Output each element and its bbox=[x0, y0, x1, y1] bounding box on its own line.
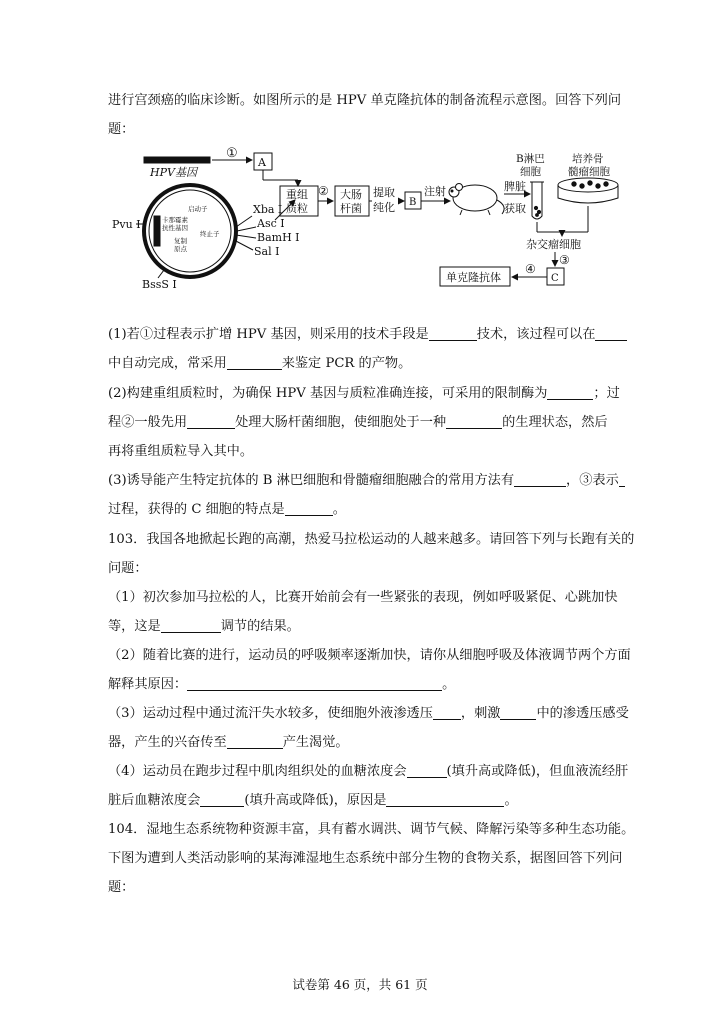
bsss-label: BssS I bbox=[142, 278, 177, 291]
myeloma-label-2: 髓瘤细胞 bbox=[568, 166, 610, 178]
extract-label-2: 纯化 bbox=[373, 201, 395, 214]
step4-marker: ④ bbox=[525, 262, 536, 276]
q102-text: ， bbox=[566, 473, 580, 488]
q103-text: (填升高或降低)，原因是 bbox=[244, 793, 387, 808]
q102-text: (2)构建重组质粒时，为确保 HPV 基因与质粒准确连接，可采用的限制酶为 bbox=[108, 386, 548, 401]
inject-label: 注射 bbox=[424, 185, 446, 198]
answer-blank[interactable] bbox=[227, 355, 282, 370]
mouse-icon bbox=[449, 184, 504, 216]
step-ref: ① bbox=[139, 327, 154, 342]
q102-line-3 bbox=[108, 385, 620, 403]
hybridoma-label: 杂交瘤细胞 bbox=[526, 238, 581, 251]
xba-label: Xba I bbox=[253, 203, 283, 216]
answer-blank[interactable] bbox=[619, 472, 625, 487]
q103-text: 解释其原因： bbox=[108, 677, 188, 692]
q103-text: 等，这是 bbox=[108, 619, 161, 634]
answer-blank[interactable] bbox=[200, 792, 244, 807]
hpv-gene-bar bbox=[144, 157, 210, 163]
answer-blank[interactable] bbox=[187, 414, 235, 429]
q102-line-2 bbox=[108, 355, 411, 373]
q102-line-4 bbox=[108, 414, 608, 432]
q102-text: 技术，该过程可以在 bbox=[476, 327, 596, 342]
myeloma-label-1: 培养骨 bbox=[572, 153, 604, 165]
step-ref: ② bbox=[121, 415, 135, 430]
answer-blank[interactable] bbox=[547, 385, 593, 400]
q103-line-5: （2）随着比赛的进行，运动员的呼吸频率逐渐加快，请你从细胞呼吸及体液调节两个方面 bbox=[108, 648, 631, 663]
q102-text: ；过 bbox=[593, 386, 620, 401]
pvu-label: Pvu I bbox=[112, 218, 141, 231]
bcell-label-1: B淋巴 bbox=[516, 153, 545, 165]
q103-text: 脏后血糖浓度会 bbox=[108, 793, 201, 808]
hpv-antibody-flow-diagram bbox=[100, 140, 620, 295]
q103-line-2: 问题： bbox=[108, 561, 148, 576]
box-a-label: A bbox=[258, 156, 266, 169]
q103-text: ，刺激 bbox=[460, 706, 501, 721]
q102-text: 。 bbox=[332, 502, 346, 517]
q103-text: （4）运动员在跑步过程中肌肉组织处的血糖浓度会 bbox=[108, 764, 407, 779]
sal-label: Sal I bbox=[254, 245, 280, 258]
box-b-label: B bbox=[409, 197, 417, 208]
step3-marker: ③ bbox=[559, 253, 570, 267]
step2-marker: ② bbox=[318, 184, 329, 198]
q103-text: 器，产生的兴奋传至 bbox=[108, 735, 227, 750]
spleen-label-1: 脾脏 bbox=[504, 180, 526, 193]
q103-line-4 bbox=[108, 618, 300, 636]
q103-line-7 bbox=[108, 705, 629, 723]
bcell-label-2: 细胞 bbox=[520, 166, 541, 178]
box-c-label: C bbox=[551, 273, 559, 284]
q102-line-1 bbox=[108, 326, 627, 344]
q102-text: 一般先用 bbox=[134, 415, 188, 430]
q103-line-8 bbox=[108, 734, 349, 752]
answer-blank[interactable] bbox=[285, 501, 333, 516]
promoter-label: 启动子 bbox=[188, 205, 208, 213]
answer-blank[interactable] bbox=[500, 705, 536, 720]
q102-text: 程 bbox=[108, 415, 122, 430]
ecoli-label-1: 大肠 bbox=[340, 188, 362, 201]
answer-blank[interactable] bbox=[407, 763, 447, 778]
antibody-label: 单克隆抗体 bbox=[446, 271, 501, 284]
q102-text: 中自动完成，常采用 bbox=[108, 356, 227, 371]
q102-text: 来鉴定 PCR 的产物。 bbox=[281, 356, 412, 371]
q102-text: (3)诱导能产生特定抗体的 B 淋巴细胞和骨髓瘤细胞融合的常用方法有 bbox=[108, 473, 515, 488]
q104-line-2: 下图为遭到人类活动影响的某海滩湿地生态系统中部分生物的食物关系，据图回答下列问 bbox=[108, 851, 623, 866]
q102-text: 处理大肠杆菌细胞，使细胞处于一种 bbox=[235, 415, 447, 430]
q102-text: 过程表示扩增 HPV 基因，则采用的技术手段是 bbox=[153, 327, 429, 342]
recomb-label-1: 重组 bbox=[286, 188, 308, 201]
q103-text: 。 bbox=[504, 793, 518, 808]
q102-text: (1)若 bbox=[108, 327, 140, 342]
plasmid-map bbox=[136, 185, 256, 278]
culture-dish-icon bbox=[558, 178, 618, 203]
spleen-label-2: 获取 bbox=[504, 202, 526, 215]
recomb-label-2: 质粒 bbox=[286, 202, 308, 215]
q103-text: 产生渴觉。 bbox=[282, 735, 349, 750]
answer-blank[interactable] bbox=[187, 676, 442, 691]
ori-label-2: 原点 bbox=[174, 245, 187, 253]
q103-text: (填升高或降低)，但血液流经肝 bbox=[446, 764, 629, 779]
q104-line-1: 104．湿地生态系统物种资源丰富，具有蓄水调洪、调节气候、降解污染等多种生态功能。 bbox=[108, 822, 635, 837]
test-tube-icon bbox=[530, 182, 544, 219]
q102-line-7 bbox=[108, 501, 346, 519]
answer-blank[interactable] bbox=[433, 705, 461, 720]
answer-blank[interactable] bbox=[446, 414, 502, 429]
q103-line-6 bbox=[108, 676, 455, 694]
q103-line-9 bbox=[108, 763, 628, 781]
answer-blank[interactable] bbox=[429, 326, 477, 341]
ori-label-1: 复制 bbox=[174, 237, 187, 245]
q102-text: 过程，获得的 C 细胞的特点是 bbox=[108, 502, 285, 517]
q103-line-3: （1）初次参加马拉松的人，比赛开始前会有一些紧张的表现，例如呼吸紧促、心跳加快 bbox=[108, 590, 618, 605]
terminator-label: 终止子 bbox=[200, 230, 220, 238]
answer-blank[interactable] bbox=[161, 618, 221, 633]
answer-blank[interactable] bbox=[595, 326, 627, 341]
q102-text: 的生理状态，然后 bbox=[502, 415, 608, 430]
q102-text: 表示 bbox=[592, 473, 619, 488]
intro-line-1: 进行宫颈癌的临床诊断。如图所示的是 HPV 单克隆抗体的制备流程示意图。回答下列问 bbox=[108, 93, 622, 108]
q103-line-1: 103．我国各地掀起长跑的高潮，热爱马拉松运动的人越来越多。请回答下列与长跑有关的 bbox=[108, 532, 635, 547]
q103-text: 。 bbox=[442, 677, 456, 692]
intro-line-2: 题： bbox=[108, 122, 135, 137]
kan-label-2: 抗性基因 bbox=[162, 224, 188, 232]
ecoli-label-2: 杆菌 bbox=[340, 202, 362, 215]
q103-line-10 bbox=[108, 792, 518, 810]
kan-label-1: 卡那霉素 bbox=[162, 216, 188, 224]
q104-line-3: 题： bbox=[108, 880, 135, 895]
hpv-gene-label: HPV基因 bbox=[150, 166, 197, 179]
q103-text: （3）运动过程中通过流汗失水较多，使细胞外液渗透压 bbox=[108, 706, 433, 721]
q102-line-6 bbox=[108, 472, 625, 490]
asc-label: Asc I bbox=[257, 217, 285, 230]
q102-line-5: 再将重组质粒导入其中。 bbox=[108, 444, 254, 459]
answer-blank[interactable] bbox=[514, 472, 566, 487]
step1-marker: ① bbox=[226, 146, 238, 161]
q103-text: 调节的结果。 bbox=[220, 619, 300, 634]
page-footer: 试卷第 46 页，共 61 页 bbox=[292, 977, 428, 992]
extract-label-1: 提取 bbox=[373, 186, 395, 199]
answer-blank[interactable] bbox=[227, 734, 283, 749]
step-ref: ③ bbox=[579, 473, 593, 488]
q103-text: 中的渗透压感受 bbox=[536, 706, 629, 721]
bamh-label: BamH I bbox=[257, 231, 300, 244]
answer-blank[interactable] bbox=[386, 792, 504, 807]
